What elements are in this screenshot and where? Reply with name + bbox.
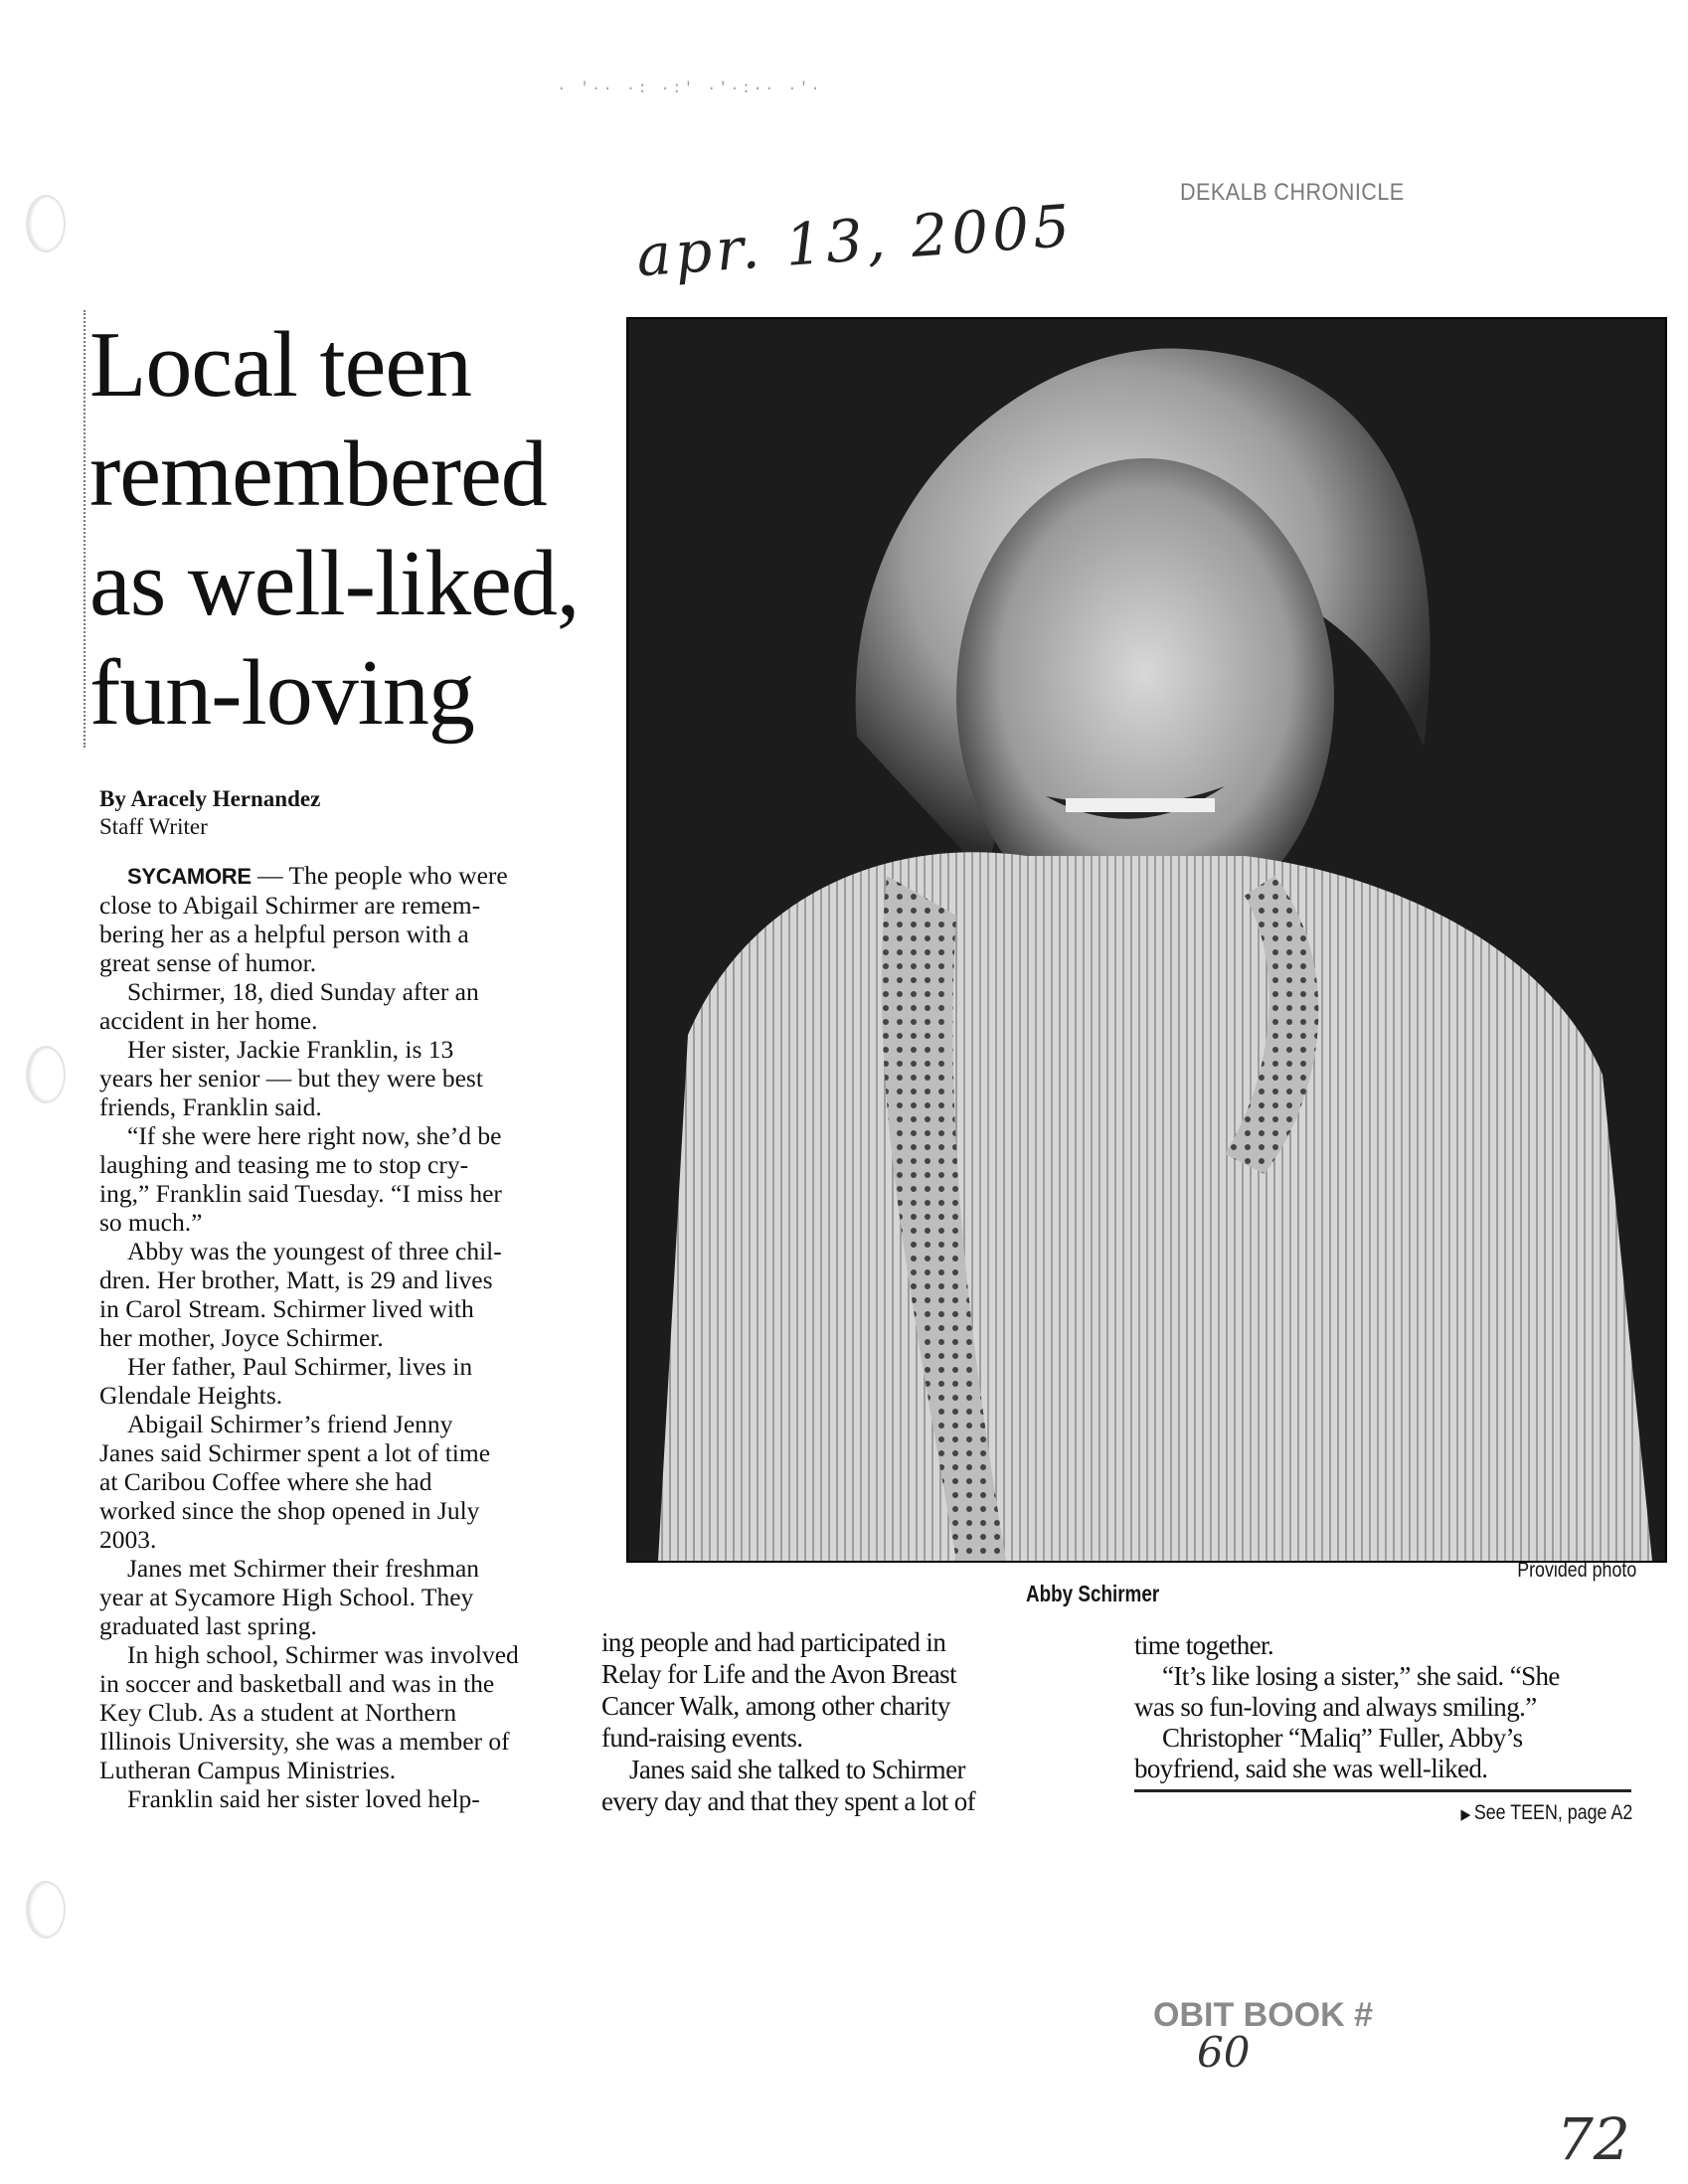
author-role: Staff Writer (99, 814, 208, 839)
page-number: 72 (1557, 2105, 1630, 2173)
article-line: graduated last spring. (99, 1611, 317, 1640)
article-line: Janes said Schirmer spent a lot of time (99, 1438, 491, 1467)
article-line: time together. (1134, 1630, 1274, 1660)
article-line: close to Abigail Schirmer are remem- (99, 891, 481, 920)
article-line: worked since the shop opened in July (99, 1496, 480, 1525)
portrait-image (628, 319, 1665, 1561)
binder-hole (26, 195, 66, 252)
article-line: friends, Franklin said. (99, 1092, 322, 1121)
binder-hole (26, 1881, 66, 1938)
article-line: dren. Her brother, Matt, is 29 and lives (99, 1265, 493, 1294)
article-text: — The people who were (257, 861, 508, 890)
headline-line: Local teen (89, 313, 472, 417)
article-line: Janes met Schirmer their freshman (127, 1554, 480, 1583)
article-line: “It’s like losing a sister,” she said. “She (1162, 1661, 1560, 1691)
article-line: year at Sycamore High School. They (99, 1583, 474, 1611)
article-line: Abigail Schirmer’s friend Jenny (127, 1410, 453, 1438)
article-line: so much.” (99, 1208, 203, 1237)
handwritten-date: apr. 13, 2005 (634, 191, 1077, 290)
article-line: Janes said she talked to Schirmer (629, 1755, 965, 1784)
article-line: 2003. (99, 1525, 157, 1554)
article-line: Relay for Life and the Avon Breast (601, 1659, 956, 1689)
article-line: her mother, Joyce Schirmer. (99, 1323, 384, 1352)
photo-caption: Abby Schirmer (1026, 1581, 1160, 1606)
article-line: in soccer and basketball and was in the (99, 1669, 495, 1698)
article-line: was so fun-loving and always smiling.” (1134, 1692, 1537, 1722)
article-line: years her senior — but they were best (99, 1064, 483, 1092)
article-line: bering her as a helpful person with a (99, 920, 469, 948)
dateline: SYCAMORE (127, 864, 252, 889)
article-line: Lutheran Campus Ministries. (99, 1756, 397, 1784)
article-line: Schirmer, 18, died Sunday after an (127, 977, 479, 1006)
article-line: ing people and had participated in (601, 1627, 946, 1657)
photo-credit: Provided photo (1516, 1559, 1636, 1582)
article-line: boyfriend, said she was well-liked. (1134, 1754, 1488, 1783)
article-line: Her sister, Jackie Franklin, is 13 (127, 1035, 454, 1064)
obit-book-stamp: OBIT BOOK # (1153, 1996, 1374, 2034)
jump-text: See TEEN, page A2 (1473, 1801, 1632, 1824)
article-line: Glendale Heights. (99, 1381, 283, 1410)
obit-book-number: 60 (1197, 2028, 1251, 2077)
article-line: at Caribou Coffee where she had (99, 1467, 432, 1496)
article-line: Illinois University, she was a member of (99, 1727, 510, 1756)
article-line: accident in her home. (99, 1006, 318, 1035)
byline (99, 785, 320, 841)
article-line: Abby was the youngest of three chil- (127, 1237, 502, 1265)
faded-print-residue: · '·· ·: ·:' ·'·:·· ·'· (557, 80, 822, 97)
binder-hole (26, 1046, 66, 1103)
article-line: every day and that they spent a lot of (601, 1786, 976, 1816)
article-line: fund-raising events. (601, 1723, 803, 1753)
article-line: great sense of humor. (99, 948, 317, 977)
article-line: “If she were here right now, she’d be (127, 1121, 502, 1150)
masthead-stamp: DEKALB CHRONICLE (1180, 179, 1405, 206)
article-line: laughing and teasing me to stop cry- (99, 1150, 469, 1179)
author-name: By Aracely Hernandez (99, 786, 321, 811)
headline-line: fun-loving (89, 641, 474, 745)
article-line: Christopher “Maliq” Fuller, Abby’s (1162, 1723, 1523, 1753)
column-rule (1134, 1789, 1631, 1792)
article-line: Her father, Paul Schirmer, lives in (127, 1352, 473, 1381)
article-line: In high school, Schirmer was involved (127, 1640, 519, 1669)
headline-line: remembered (89, 422, 547, 526)
article-column-1 (99, 861, 577, 1813)
article-line: Cancer Walk, among other charity (601, 1691, 950, 1721)
portrait-photo (626, 317, 1667, 1563)
article-line: Key Club. As a student at Northern (99, 1698, 457, 1727)
headline (84, 310, 606, 748)
article-line: Franklin said her sister loved help- (127, 1784, 480, 1813)
article-line: ing,” Franklin said Tuesday. “I miss her (99, 1179, 502, 1208)
article-column-3 (1134, 1630, 1636, 1784)
triangle-right-icon: ▶ (1460, 1806, 1474, 1823)
article-column-2 (601, 1626, 1069, 1817)
article-line (99, 861, 577, 891)
jump-line (1460, 1801, 1632, 1825)
headline-line: as well-liked, (89, 532, 580, 635)
article-line: in Carol Stream. Schirmer lived with (99, 1294, 474, 1323)
